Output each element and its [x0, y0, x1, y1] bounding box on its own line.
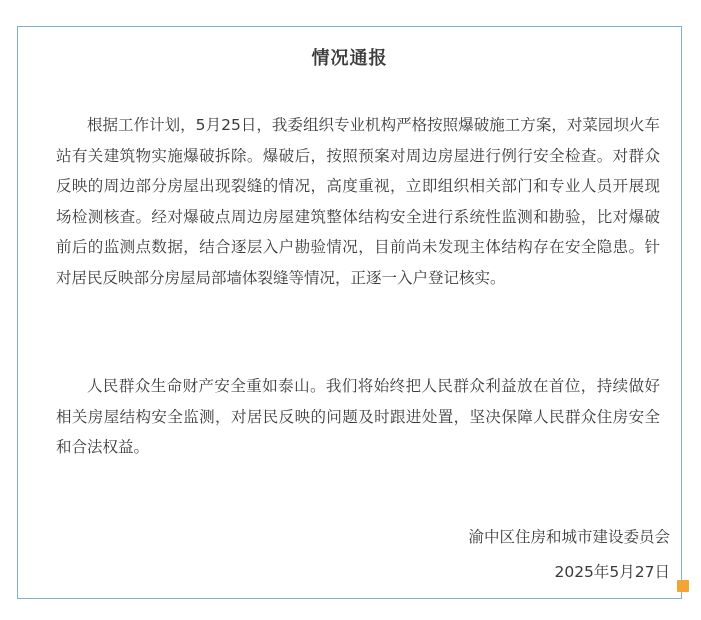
issue-date: 2025年5月27日 [554, 563, 670, 581]
notice-title: 情况通报 [311, 48, 388, 69]
notice-paragraph-2: 人民群众生命财产安全重如泰山。我们将始终把人民群众利益放在首位，持续做好相关房屋结构安全监测，对居民反映的问题及时跟进处置，坚决保障人民群众住房安全和合法权益。 [56, 377, 660, 457]
notice-paragraph-1: 根据工作计划，5月25日，我委组织专业机构严格按照爆破施工方案，对菜园坝火车站有关建筑物实施爆破拆除。爆破后，按照预案对周边房屋进行例行安全检查。对群众反映的周边部分房屋出现裂缝的情况，高度重视，立即组织相关部门和专业人员开展现场检测核查。经对爆破点周边房屋建筑整体结构安全进行系统性监测和勘验，比对爆破前后的监测点数据，结合逐层入户勘验情况，目前尚未发现主体结构存在安全隐患。针对居民反映部分房屋局部墙体裂缝等情况，正逐一入户登记核实。 [56, 116, 660, 287]
issuing-organization: 渝中区住房和城市建设委员会 [468, 528, 670, 546]
corner-accent [677, 580, 689, 592]
